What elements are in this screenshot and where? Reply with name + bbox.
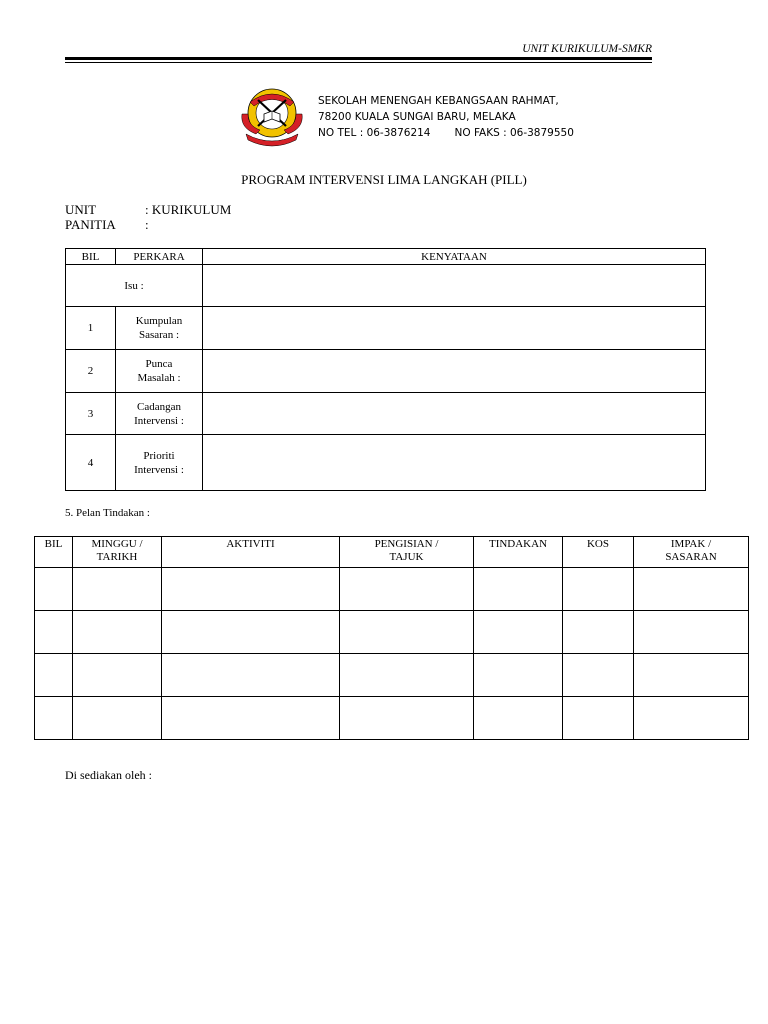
school-fax: NO FAKS : 06-3879550 bbox=[454, 127, 574, 139]
header-rule-thick bbox=[65, 57, 652, 60]
row-kenyataan-cell[interactable] bbox=[203, 350, 706, 393]
prepared-by-label: Di sediakan oleh : bbox=[65, 768, 152, 782]
meta-unit-key: UNIT bbox=[65, 202, 97, 217]
school-name: SEKOLAH MENENGAH KEBANGSAAN RAHMAT, bbox=[318, 95, 559, 107]
isu-kenyataan-cell[interactable] bbox=[203, 265, 706, 307]
perkara-line1: Cadangan bbox=[137, 400, 181, 413]
meta-unit-value: : KURIKULUM bbox=[145, 202, 232, 217]
action-plan-header-pengisian: PENGISIAN / TAJUK bbox=[340, 537, 474, 568]
meta-panitia-row bbox=[65, 217, 231, 232]
action-plan-header-minggu: MINGGU / TARIKH bbox=[73, 537, 162, 568]
action-plan-table bbox=[34, 536, 749, 740]
perkara-line1: Prioriti bbox=[143, 449, 175, 462]
perkara-line2: Intervensi : bbox=[134, 414, 184, 427]
school-contact-row bbox=[318, 125, 574, 141]
table-row bbox=[66, 265, 706, 307]
row-perkara-cell bbox=[116, 350, 203, 393]
action-plan-header-kos: KOS bbox=[563, 537, 634, 568]
meta-panitia-key: PANITIA bbox=[65, 217, 116, 232]
action-plan-header-tindakan: TINDAKAN bbox=[474, 537, 563, 568]
meta-panitia-value: : bbox=[145, 217, 149, 232]
row-bil-cell: 4 bbox=[66, 435, 116, 491]
isu-label: Isu : bbox=[124, 279, 144, 292]
perkara-line2: Intervensi : bbox=[134, 463, 184, 476]
row-perkara-cell bbox=[116, 307, 203, 350]
document-title: PROGRAM INTERVENSI LIMA LANGKAH (PILL) bbox=[241, 172, 527, 187]
school-crest-logo bbox=[236, 84, 308, 150]
action-plan-label: 5. Pelan Tindakan : bbox=[65, 507, 150, 519]
perkara-line1: Kumpulan bbox=[135, 315, 183, 327]
action-plan-header-impak: IMPAK / SASARAN bbox=[634, 537, 749, 568]
header-unit-label: UNIT KURIKULUM-SMKR bbox=[522, 43, 652, 55]
isu-label-cell bbox=[66, 265, 203, 307]
action-plan-header-bil: BIL bbox=[35, 537, 73, 568]
perkara-line2: Sasaran : bbox=[138, 329, 179, 341]
header-rule-thin bbox=[65, 62, 652, 63]
perkara-line2: Masalah : bbox=[137, 372, 181, 384]
table-row bbox=[66, 350, 706, 393]
table-row bbox=[66, 435, 706, 491]
problem-table-header-bil: BIL bbox=[66, 249, 116, 265]
row-kenyataan-cell[interactable] bbox=[203, 393, 706, 435]
action-plan-header-aktiviti: AKTIVITI bbox=[162, 537, 340, 568]
school-tel: NO TEL : 06-3876214 bbox=[318, 127, 431, 139]
table-row bbox=[35, 568, 749, 611]
school-info-block bbox=[318, 93, 574, 141]
problem-table-header-row bbox=[66, 249, 706, 265]
row-bil-cell: 3 bbox=[66, 393, 116, 435]
row-bil-cell: 1 bbox=[66, 307, 116, 350]
problem-table bbox=[65, 248, 706, 491]
table-row bbox=[35, 611, 749, 654]
problem-table-header-perkara: PERKARA bbox=[116, 249, 203, 265]
table-row bbox=[66, 393, 706, 435]
perkara-line1: Punca bbox=[145, 358, 173, 370]
row-perkara-cell bbox=[116, 435, 203, 491]
table-row bbox=[66, 307, 706, 350]
meta-block bbox=[65, 202, 231, 232]
row-kenyataan-cell[interactable] bbox=[203, 435, 706, 491]
table-row bbox=[35, 654, 749, 697]
action-plan-header-row bbox=[35, 537, 749, 568]
row-bil-cell: 2 bbox=[66, 350, 116, 393]
table-row bbox=[35, 697, 749, 740]
meta-unit-row bbox=[65, 202, 231, 217]
row-perkara-cell bbox=[116, 393, 203, 435]
problem-table-header-kenyataan: KENYATAAN bbox=[203, 249, 706, 265]
school-address: 78200 KUALA SUNGAI BARU, MELAKA bbox=[318, 111, 516, 123]
row-kenyataan-cell[interactable] bbox=[203, 307, 706, 350]
